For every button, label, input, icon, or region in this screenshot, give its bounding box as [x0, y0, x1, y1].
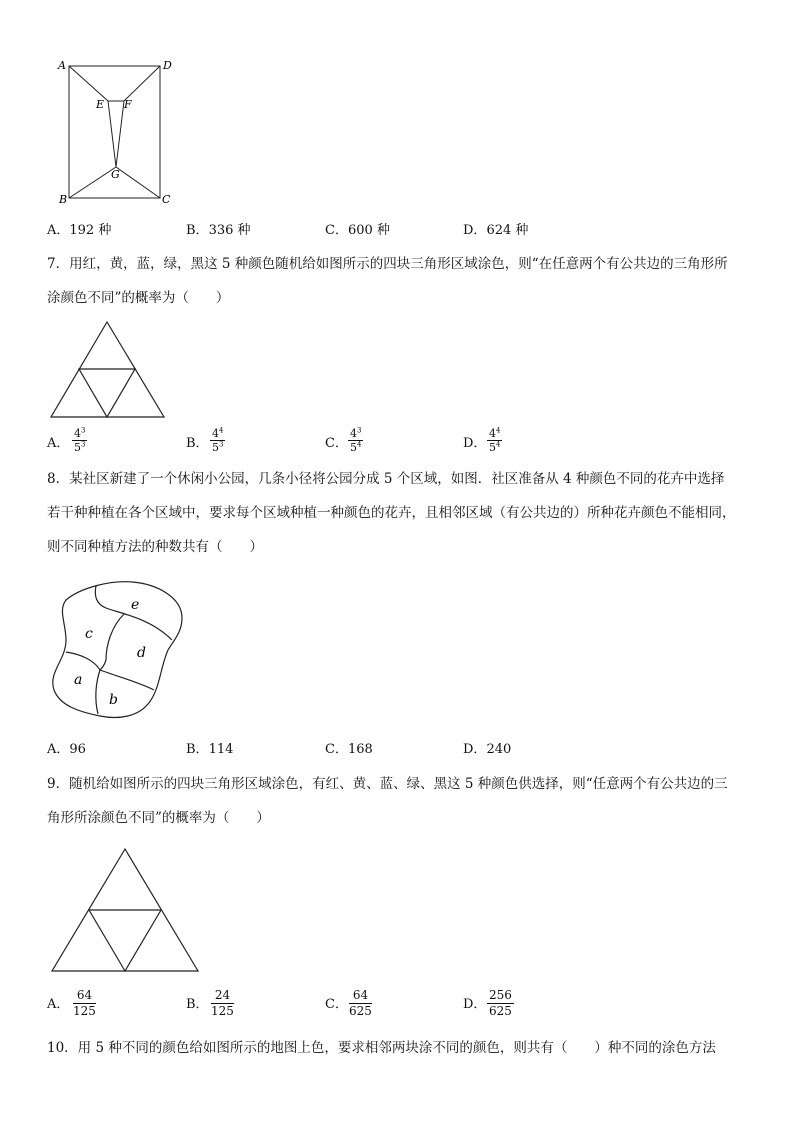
region-label-c: c [85, 626, 93, 642]
q8-option-a[interactable]: A．96 [47, 742, 86, 757]
q7-option-d-fraction: $\frac{4^4}{5^4}$ [489, 426, 501, 454]
q9-option-b-letter[interactable]: B． [186, 997, 209, 1012]
q7-option-a-fraction: $\frac{4^3}{5^3}$ [74, 426, 86, 454]
region-label-d: d [137, 645, 146, 661]
q6-option-c[interactable]: C．600 种 [325, 223, 390, 238]
point-label-G: G [111, 168, 120, 181]
q10-stem-line1: 10．用 5 种不同的颜色给如图所示的地图上色，要求相邻两块涂不同的颜色，则共有（ ）种不同的涂色方法 [47, 1040, 716, 1056]
q8-stem-line3: 则不同种植方法的种数共有（ ） [47, 539, 263, 555]
point-label-B: B [59, 193, 68, 206]
region-label-a: a [74, 672, 83, 688]
q7-option-a-letter[interactable]: A． [47, 436, 70, 451]
q9-option-a-fraction: $\frac{64}{125}$ [73, 988, 96, 1018]
q9-option-a-letter[interactable]: A． [47, 997, 70, 1012]
q6-option-a[interactable]: A．192 种 [47, 223, 112, 238]
point-label-D: D [163, 59, 172, 72]
point-label-E: E [96, 98, 105, 111]
point-label-A: A [58, 59, 66, 72]
q8-stem-line1: 8．某社区新建了一个休闲小公园，几条小径将公园分成 5 个区域，如图．社区准备从 4 种颜色不同的花卉中选择 [47, 471, 725, 487]
q9-option-d-fraction: $\frac{256}{625}$ [489, 988, 512, 1018]
q9-stem-line2: 角形所涂颜色不同”的概率为（ ） [47, 810, 270, 826]
q9-option-d-letter[interactable]: D． [463, 997, 487, 1012]
q6-option-b[interactable]: B．336 种 [186, 223, 251, 238]
q8-option-b[interactable]: B．114 [186, 742, 234, 757]
q8-stem-line2: 若干种种植在各个区域中，要求每个区域种植一种颜色的花卉，且相邻区域（有公共边的）所种花卉颜色不能相同， [47, 505, 736, 521]
q8-option-c[interactable]: C．168 [325, 742, 373, 757]
q7-option-c-fraction: $\frac{4^3}{5^4}$ [350, 426, 362, 454]
q9-option-c-letter[interactable]: C． [325, 997, 348, 1012]
region-label-b: b [109, 692, 118, 708]
q7-option-c-letter[interactable]: C． [325, 436, 348, 451]
point-label-C: C [162, 193, 171, 206]
q9-option-c-fraction: $\frac{64}{625}$ [349, 988, 372, 1018]
q7-stem-line2: 涂颜色不同”的概率为（ ） [47, 290, 230, 306]
point-label-F: F [124, 98, 132, 111]
q7-option-b-fraction: $\frac{4^4}{5^3}$ [212, 426, 224, 454]
q9-stem-line1: 9．随机给如图所示的四块三角形区域涂色，有红、黄、蓝、绿、黑这 5 种颜色供选择，则“任意两个有公共边的三 [47, 776, 728, 792]
q8-option-d[interactable]: D．240 [463, 742, 512, 757]
q7-option-d-letter[interactable]: D． [463, 436, 487, 451]
q7-option-b-letter[interactable]: B． [186, 436, 209, 451]
q9-option-b-fraction: $\frac{24}{125}$ [211, 988, 234, 1018]
region-label-e: e [131, 597, 140, 613]
q6-option-d[interactable]: D．624 种 [463, 223, 529, 238]
q7-stem-line1: 7．用红，黄，蓝，绿，黑这 5 种颜色随机给如图所示的四块三角形区域涂色，则“在任意两个有公共边的三角形所 [47, 256, 728, 272]
